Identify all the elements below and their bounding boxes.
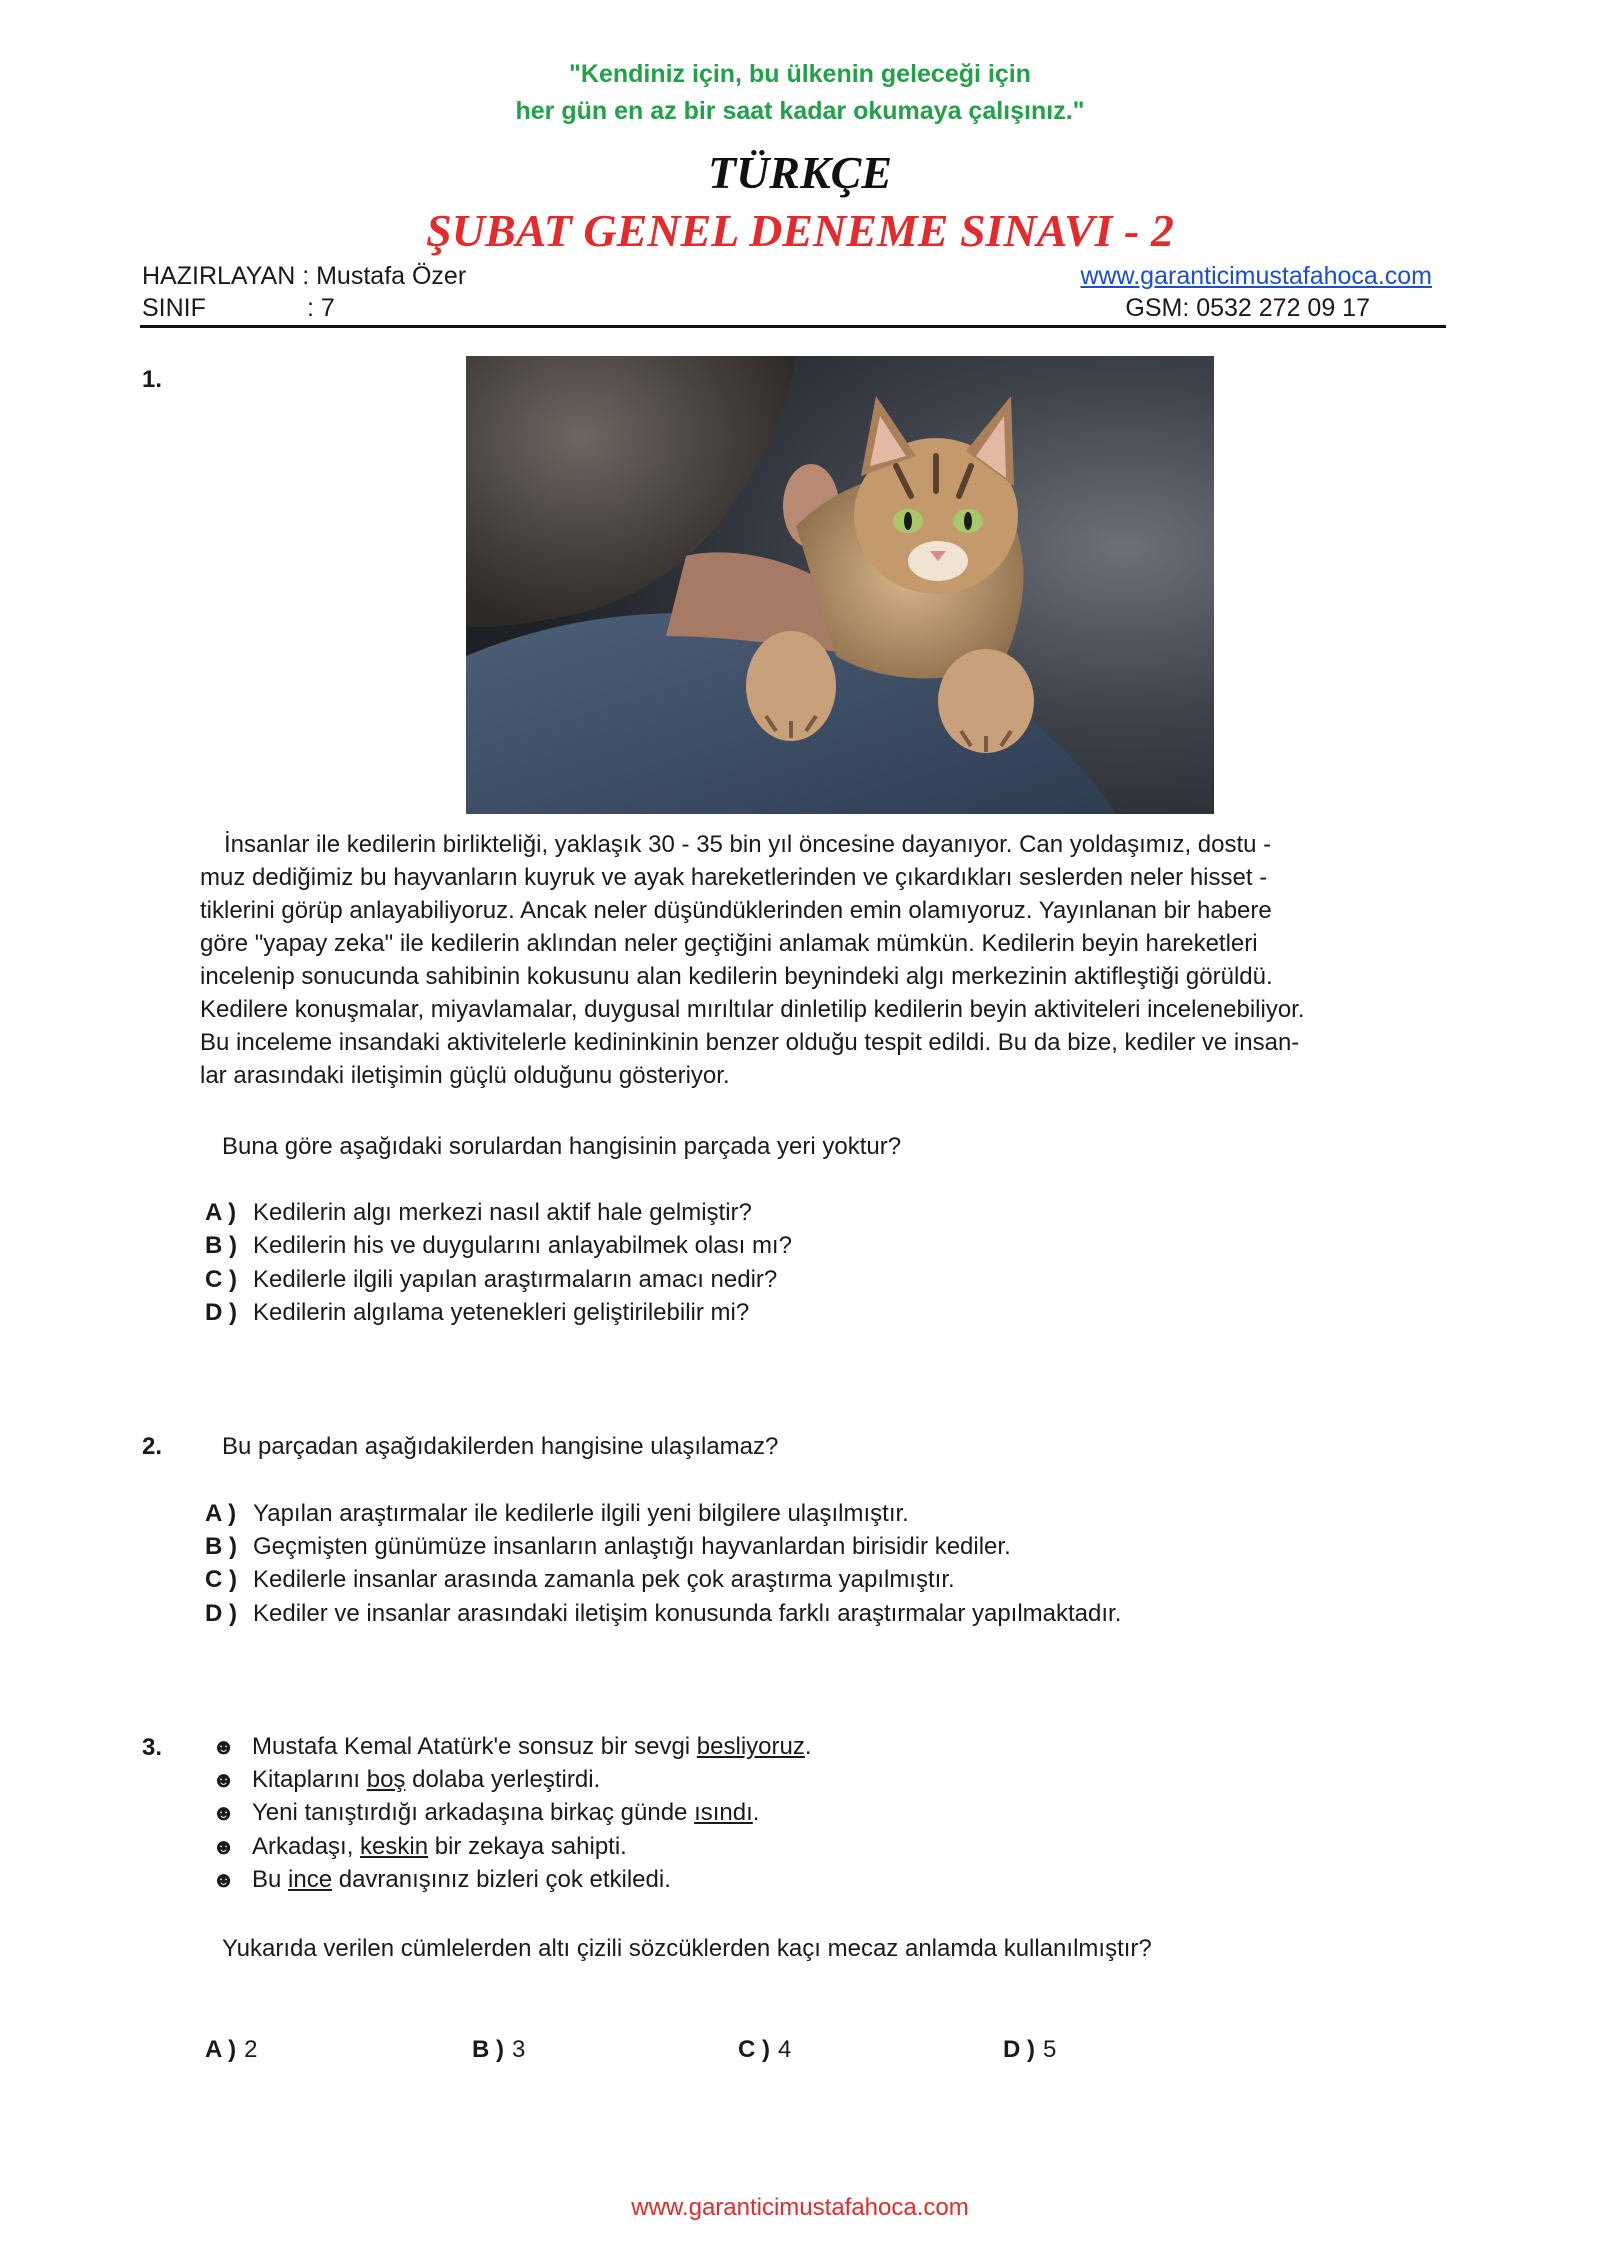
question-3-option-b[interactable] bbox=[472, 2036, 525, 2064]
underlined-word: boş bbox=[366, 1766, 406, 1793]
exam-title: ŞUBAT GENEL DENEME SINAVI - 2 bbox=[426, 205, 1174, 256]
sentence-text: Mustafa Kemal Atatürk'e sonsuz bir sevgi bbox=[252, 1733, 697, 1760]
option-letter: B ) bbox=[472, 2036, 504, 2063]
option-letter: A ) bbox=[205, 1199, 237, 1226]
motto-line-1: "Kendiniz için, bu ülkenin geleceği için bbox=[569, 60, 1031, 88]
question-3-number: 3. bbox=[142, 1734, 163, 1761]
option-text: Kedilerin his ve duygularını anlayabilmek olası mı? bbox=[253, 1232, 792, 1259]
option-letter: B ) bbox=[205, 1533, 237, 1560]
question-1-option-d[interactable] bbox=[205, 1299, 749, 1327]
option-letter: D ) bbox=[1003, 2036, 1035, 2063]
prepared-by: HAZIRLAYAN : Mustafa Özer bbox=[142, 262, 467, 290]
sentence-item bbox=[212, 1866, 671, 1894]
option-letter: A ) bbox=[205, 1500, 237, 1527]
passage-line: incelenip sonucunda sahibinin kokusunu alan kedilerin beynindeki algı merkezinin aktifleştiği görüldü. bbox=[200, 963, 1273, 990]
header-website-link[interactable]: www.garanticimustafahoca.com bbox=[1080, 262, 1432, 290]
passage-line: muz dediğimiz bu hayvanların kuyruk ve ayak hareketlerinden ve çıkardıkları seslerden neler hisset - bbox=[200, 864, 1268, 891]
gsm-number: GSM: 0532 272 09 17 bbox=[1125, 294, 1370, 322]
option-letter: D ) bbox=[205, 1299, 237, 1326]
passage-line: Kedilere konuşmalar, miyavlamalar, duygusal mırıltılar dinletilip kedilerin beyin aktiviteleri incelenebiliyor. bbox=[200, 996, 1305, 1023]
underlined-word: besliyoruz bbox=[696, 1733, 805, 1760]
sentence-text: dolaba yerleştirdi. bbox=[405, 1766, 601, 1793]
motto-quote bbox=[0, 56, 1600, 130]
option-text: Kedilerin algılama yetenekleri geliştirilebilir mi? bbox=[253, 1299, 750, 1326]
option-letter: C ) bbox=[738, 2036, 770, 2063]
smiley-bullet-icon: ☻ bbox=[212, 1800, 236, 1825]
question-1-option-b[interactable] bbox=[205, 1232, 792, 1260]
underlined-word: keskin bbox=[360, 1833, 429, 1860]
option-text: 2 bbox=[244, 2036, 258, 2063]
question-1-option-a[interactable] bbox=[205, 1199, 752, 1227]
sentence-text: Yeni tanıştırdığı arkadaşına birkaç günde bbox=[252, 1799, 695, 1826]
option-text: Kedilerle insanlar arasında zamanla pek çok araştırma yapılmıştır. bbox=[253, 1566, 955, 1593]
option-text: Kedilerle ilgili yapılan araştırmaların amacı nedir? bbox=[253, 1266, 778, 1293]
question-3-stem: Yukarıda verilen cümlelerden altı çizili sözcüklerden kaçı mecaz anlamda kullanılmıştır? bbox=[222, 1935, 1152, 1962]
smiley-bullet-icon: ☻ bbox=[212, 1767, 236, 1792]
question-1-number: 1. bbox=[142, 366, 163, 393]
sentence-text: bir zekaya sahipti. bbox=[428, 1833, 627, 1860]
option-letter: D ) bbox=[205, 1600, 237, 1627]
question-2-stem: Bu parçadan aşağıdakilerden hangisine ulaşılamaz? bbox=[222, 1433, 779, 1460]
footer-website[interactable]: www.garanticimustafahoca.com bbox=[631, 2194, 969, 2221]
question-3-option-c[interactable] bbox=[738, 2036, 791, 2064]
sentence-text: . bbox=[804, 1733, 812, 1760]
underlined-word: ısındı bbox=[694, 1799, 753, 1826]
option-letter: B ) bbox=[205, 1232, 237, 1259]
subject-title: TÜRKÇE bbox=[707, 147, 893, 198]
option-text: 4 bbox=[778, 2036, 792, 2063]
question-1-passage bbox=[200, 828, 1450, 1092]
question-2-option-d[interactable] bbox=[205, 1600, 1121, 1628]
sentence-text: Arkadaşı, bbox=[252, 1833, 361, 1860]
question-3-option-d[interactable] bbox=[1003, 2036, 1056, 2064]
option-letter: A ) bbox=[205, 2036, 237, 2063]
sentence-item bbox=[212, 1833, 627, 1861]
class-label: SINIF bbox=[142, 294, 206, 322]
option-text: Kedilerin algı merkezi nasıl aktif hale gelmiştir? bbox=[253, 1199, 752, 1226]
smiley-bullet-icon: ☻ bbox=[212, 1834, 236, 1859]
option-text: 5 bbox=[1043, 2036, 1057, 2063]
question-3-option-a[interactable] bbox=[205, 2036, 257, 2064]
motto-line-2: her gün en az bir saat kadar okumaya çalışınız." bbox=[515, 97, 1085, 125]
sentence-text: davranışınız bizleri çok etkiledi. bbox=[332, 1866, 671, 1893]
header-website bbox=[1080, 262, 1432, 291]
question-2-option-c[interactable] bbox=[205, 1566, 955, 1594]
cat-photo-icon bbox=[466, 356, 1214, 814]
passage-line: İnsanlar ile kedilerin birlikteliği, yaklaşık 30 - 35 bin yıl öncesine dayanıyor. Can yoldaşımız, dostu - bbox=[224, 831, 1272, 858]
question-2-option-a[interactable] bbox=[205, 1500, 909, 1528]
option-text: 3 bbox=[512, 2036, 526, 2063]
option-text: Kediler ve insanlar arasındaki iletişim konusunda farklı araştırmalar yapılmaktadır. bbox=[253, 1600, 1122, 1627]
option-text: Geçmişten günümüze insanların anlaştığı hayvanlardan birisidir kediler. bbox=[253, 1533, 1011, 1560]
smiley-bullet-icon: ☻ bbox=[212, 1734, 236, 1759]
question-2-option-b[interactable] bbox=[205, 1533, 1011, 1561]
passage-line: Bu inceleme insandaki aktivitelerle kedininkinin benzer olduğu tespit edildi. Bu da bize, kediler ve insan- bbox=[200, 1029, 1300, 1056]
sentence-text: Kitaplarını bbox=[252, 1766, 367, 1793]
passage-line: tiklerini görüp anlayabiliyoruz. Ancak neler düşündüklerinden emin olamıyoruz. Yayınlanan bir habere bbox=[200, 897, 1272, 924]
sentence-item bbox=[212, 1733, 812, 1761]
sentence-item bbox=[212, 1799, 759, 1827]
smiley-bullet-icon: ☻ bbox=[212, 1867, 236, 1892]
underlined-word: ince bbox=[288, 1866, 333, 1893]
sentence-text: . bbox=[752, 1799, 760, 1826]
header-divider bbox=[140, 325, 1446, 328]
passage-line: göre "yapay zeka" ile kedilerin aklından neler geçtiğini anlamak mümkün. Kedilerin beyin hareketleri bbox=[200, 930, 1258, 957]
option-letter: C ) bbox=[205, 1266, 237, 1293]
option-text: Yapılan araştırmalar ile kedilerle ilgili yeni bilgilere ulaşılmıştır. bbox=[253, 1500, 909, 1527]
question-1-stem: Buna göre aşağıdaki sorulardan hangisinin parçada yeri yoktur? bbox=[222, 1133, 902, 1160]
sentence-text: Bu bbox=[252, 1866, 289, 1893]
option-letter: C ) bbox=[205, 1566, 237, 1593]
question-1-option-c[interactable] bbox=[205, 1266, 777, 1294]
passage-line: lar arasındaki iletişimin güçlü olduğunu gösteriyor. bbox=[200, 1062, 730, 1089]
sentence-item bbox=[212, 1766, 600, 1794]
class-value: : 7 bbox=[307, 294, 335, 322]
question-2-number: 2. bbox=[142, 1433, 163, 1460]
